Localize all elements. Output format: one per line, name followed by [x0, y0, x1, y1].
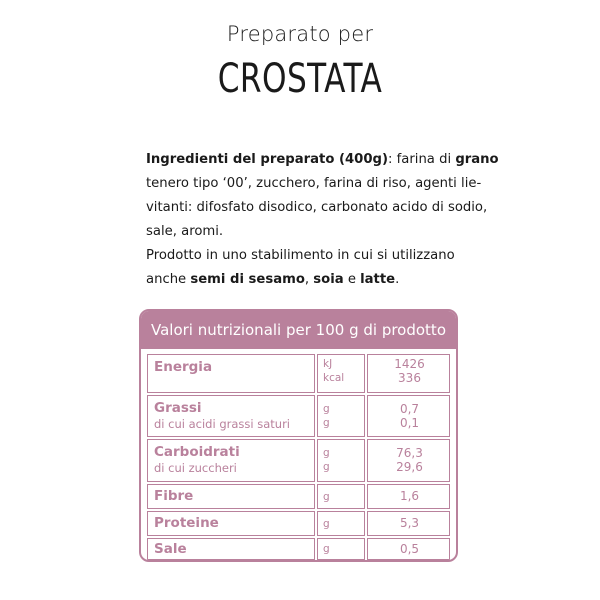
ingredients-line-2: tenero tipo ‘00’, zucchero, farina di riso, agenti lie- — [146, 176, 482, 191]
unit-label: g — [323, 461, 330, 473]
nutrient-value: 336 — [398, 371, 421, 385]
unit-cell — [317, 439, 365, 482]
nutrient-value: 0,1 — [399, 416, 420, 430]
nutrient-value: 0,7 — [399, 402, 420, 416]
nutrient-label: Grassi — [154, 400, 202, 416]
nutrient-cell — [147, 484, 315, 509]
nutrition-row-fibre — [147, 484, 450, 509]
value-cell — [367, 538, 450, 560]
unit-label: g — [323, 491, 330, 503]
nutrient-label: Energia — [154, 359, 213, 375]
product-subtitle: Preparato per — [226, 22, 374, 46]
product-title: CROSTATA — [217, 56, 383, 102]
value-cell — [367, 511, 450, 536]
unit-label: g — [323, 518, 330, 530]
nutrient-cell — [147, 439, 315, 482]
allergen-milk: latte — [360, 272, 396, 287]
unit-label: g — [323, 417, 330, 429]
nutrition-row-carboidrati — [147, 439, 450, 482]
ingredients-text-part: : farina di — [388, 152, 456, 167]
nutrient-label: Fibre — [154, 488, 194, 504]
allergen-text-part: e — [343, 272, 361, 287]
allergen-sesame: semi di sesamo — [190, 272, 305, 287]
nutrient-value: 29,6 — [396, 460, 423, 474]
unit-label: kcal — [323, 372, 345, 384]
allergen-text-part: anche — [146, 272, 191, 287]
unit-label: g — [323, 403, 330, 415]
value-cell — [367, 439, 450, 482]
allergen-text-part: . — [395, 272, 400, 287]
allergen-notice-line-2 — [146, 268, 466, 292]
ingredients-text — [146, 148, 499, 292]
nutrient-value: 76,3 — [396, 446, 423, 460]
nutrient-sublabel: di cui zuccheri — [154, 461, 237, 475]
nutrition-row-energia — [147, 354, 450, 393]
value-cell — [367, 395, 450, 437]
nutrient-cell — [147, 538, 315, 560]
nutrient-cell — [147, 511, 315, 536]
unit-label: g — [323, 543, 330, 555]
unit-cell — [317, 395, 365, 437]
unit-cell — [317, 484, 365, 509]
nutrient-label: Carboidrati — [154, 444, 240, 460]
nutrition-row-grassi — [147, 395, 450, 437]
nutrition-row-sale — [147, 538, 450, 560]
unit-cell — [317, 538, 365, 560]
unit-label: kJ — [323, 358, 333, 370]
ingredients-line-1 — [146, 148, 499, 172]
nutrient-sublabel: di cui acidi grassi saturi — [154, 417, 290, 431]
nutrition-table-header: Valori nutrizionali per 100 g di prodotto — [141, 311, 456, 349]
nutrient-cell — [147, 354, 315, 393]
ingredients-heading: Ingredienti del preparato (400g) — [146, 152, 388, 167]
allergen-text-part: , — [304, 272, 314, 287]
nutrient-label: Sale — [154, 541, 187, 557]
nutrition-table — [139, 309, 458, 562]
unit-cell — [317, 511, 365, 536]
value-cell — [367, 484, 450, 509]
allergen-soy: soia — [313, 272, 344, 287]
value-cell — [367, 354, 450, 393]
nutrient-value: 1426 — [394, 357, 425, 371]
nutrient-label: Proteine — [154, 515, 219, 531]
ingredients-line-4: sale, aromi. — [146, 224, 224, 239]
nutrient-value: 0,5 — [399, 542, 420, 556]
nutrition-row-proteine — [147, 511, 450, 536]
nutrient-value: 5,3 — [399, 516, 420, 530]
nutrient-cell — [147, 395, 315, 437]
allergen-notice-line-1: Prodotto in uno stabilimento in cui si utilizzano — [146, 248, 455, 263]
ingredients-line-3: vitanti: difosfato disodico, carbonato acido di sodio, — [146, 200, 488, 215]
nutrient-value: 1,6 — [399, 489, 420, 503]
ingredient-grano: grano — [455, 152, 499, 167]
unit-cell — [317, 354, 365, 393]
unit-label: g — [323, 447, 330, 459]
